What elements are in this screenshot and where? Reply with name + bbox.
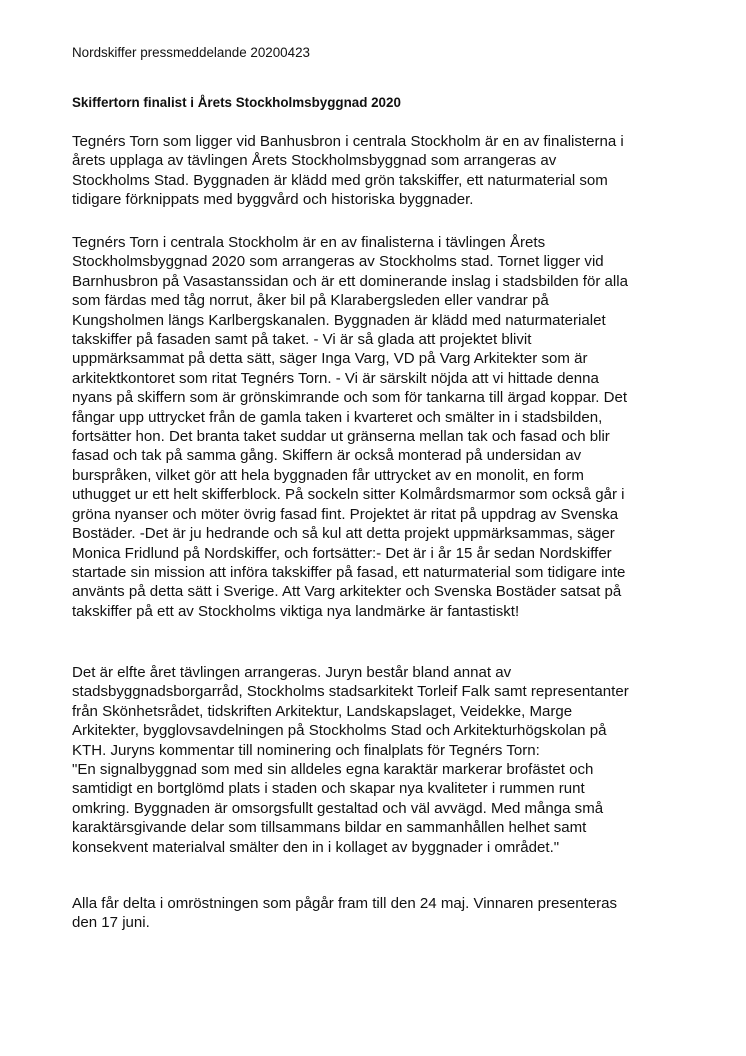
text-line: Kungsholmen längs Karlbergskanalen. Byggnaden är klädd med naturmaterialet [72, 311, 606, 329]
document-header: Nordskiffer pressmeddelande 20200423 [72, 45, 310, 60]
text-line: karaktärsgivande delar som tillsammans bildar en sammanhållen helhet samt [72, 819, 587, 837]
text-line: Bostäder. -Det är ju hedrande och så kul att detta projekt uppmärksammas, säger [72, 525, 615, 543]
document-page [72, 44, 684, 932]
paragraph-voting [72, 894, 684, 933]
text-line: startade sin mission att införa takskiffer på fasad, ett naturmaterial som tidigare inte [72, 563, 626, 581]
document-title: Skiffertorn finalist i Årets Stockholmsbyggnad 2020 [72, 95, 401, 110]
paragraph-jury [72, 663, 684, 857]
text-line: den 17 juni. [72, 914, 150, 932]
paragraph-intro [72, 132, 684, 210]
text-line: Det är elfte året tävlingen arrangeras. Juryn består bland annat av [72, 664, 512, 681]
text-line: Barnhusbron på Vasastanssidan och är ett dominerande inslag i stadsbilden för alla [72, 272, 628, 290]
text-line: uppmärksammat på detta sätt, säger Inga Varg, VD på Varg Arkitekter som är [72, 350, 588, 368]
text-line: från Skönhetsrådet, tidskriften Arkitektur, Landskapslaget, Veidekke, Marge [72, 702, 573, 720]
paragraph-body [72, 233, 684, 621]
text-line: Arkitekter, bygglovsavdelningen på Stockholms Stad och Arkitekturhögskolan på [72, 722, 607, 740]
text-line: nyans på skiffern som är grönskimrande och som för tankarna till ärgad koppar. Det [72, 389, 628, 407]
text-line: omkring. Byggnaden är omsorgsfullt gestaltad och väl avvägd. Med många små [72, 799, 604, 817]
text-line: som färdas med tåg norrut, åker bil på Klarabergsleden eller vandrar på [72, 292, 549, 310]
text-line: Alla får delta i omröstningen som pågår fram till den 24 maj. Vinnaren presenteras [72, 895, 618, 912]
text-line: gröna nyanser och möter övrig fasad fint. Projektet är ritat på uppdrag av Svenska [72, 505, 619, 523]
text-line: Stockholms Stad. Byggnaden är klädd med grön takskiffer, ett naturmaterial som [72, 171, 608, 189]
text-line: Tegnérs Torn i centrala Stockholm är en av finalisterna i tävlingen Årets [72, 234, 546, 251]
text-line: takskiffer på fasaden samt på taket. - Vi är så glada att projektet blivit [72, 331, 532, 349]
text-line: årets upplaga av tävlingen Årets Stockholmsbyggnad som arrangeras av [72, 152, 557, 170]
text-line: takskiffer på ett av Stockholms viktiga nya landmärke är fantastiskt! [72, 602, 520, 620]
text-line: fortsätter hon. Det branta taket suddar ut gränserna mellan tak och fasad och blir [72, 428, 610, 446]
text-line: fasad och tak på samma gång. Skiffern är också monterad på undersidan av [72, 447, 582, 465]
text-line: samtidigt en bortglömd plats i staden och skapar nya kvaliteter i rummen runt [72, 780, 585, 798]
text-line: konsekvent materialval smälter den in i kollaget av byggnader i området." [72, 838, 560, 856]
text-line: burspråken, vilket gör att hela byggnaden får uttrycket av en monolit, en form [72, 466, 584, 484]
text-line: tidigare förknippats med byggvård och historiska byggnader. [72, 191, 474, 209]
text-line: Stockholmsbyggnad 2020 som arrangeras av Stockholms stad. Tornet ligger vid [72, 253, 604, 271]
text-line: "En signalbyggnad som med sin alldeles egna karaktär markerar brofästet och [72, 761, 594, 779]
text-line: Tegnérs Torn som ligger vid Banhusbron i centrala Stockholm är en av finalisterna i [72, 133, 624, 150]
text-line: stadsbyggnadsborgarråd, Stockholms stadsarkitekt Torleif Falk samt representanter [72, 683, 629, 701]
text-line: Monica Fridlund på Nordskiffer, och fortsätter:- Det är i år 15 år sedan Nordskiffer [72, 544, 612, 562]
text-line: använts på detta sätt i Sverige. Att Varg arkitekter och Svenska Bostäder satsat på [72, 583, 622, 601]
text-line: fångar upp uttrycket från de gamla taken i kvarteret och smälter in i stadsbilden, [72, 408, 603, 426]
text-line: uthugget ur ett helt skifferblock. På sockeln sitter Kolmårdsmarmor som också går i [72, 486, 625, 504]
text-line: arkitektkontoret som ritat Tegnérs Torn. - Vi är särskilt nöjda att vi hittade denna [72, 369, 599, 387]
text-line: KTH. Juryns kommentar till nominering och finalplats för Tegnérs Torn: [72, 741, 540, 759]
